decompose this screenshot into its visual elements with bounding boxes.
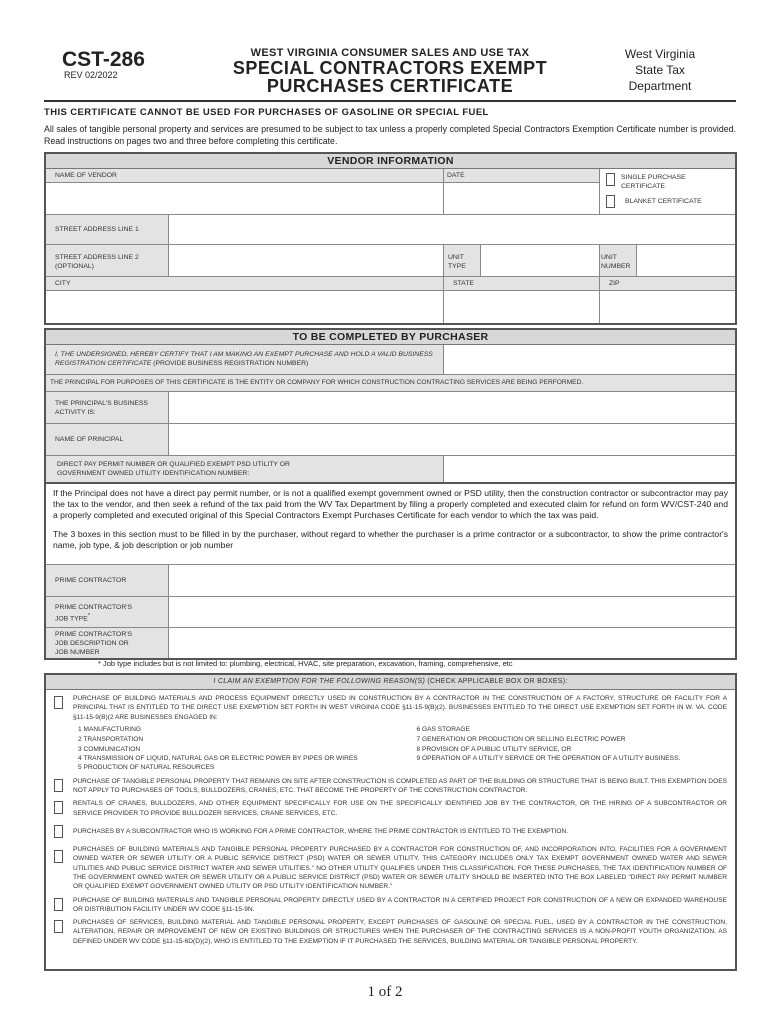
job-desc-input[interactable]: [169, 628, 735, 658]
certify-label: [46, 345, 444, 374]
unit-type-label: UNIT TYPE: [444, 245, 481, 276]
header-divider: [44, 100, 736, 102]
prime-contractor-label: PRIME CONTRACTOR: [46, 565, 169, 596]
exemption-text-5: PURCHASES OF BUILDING MATERIALS AND TANGIBLE PERSONAL PROPERTY PURCHASED BY A CONTRACTOR FOR CONSTRUCTION OF, AND INCORPORATION INTO, FACILITIES FOR A GOVERNMENT OWNED WATER OR SEWER UTILITY OR A PUBLIC SERVICE DISTRICT (PSD) WATER OR SEWER UTILITY. THIS CATEGORY INCLUDES ONLY TAX EXEMPT GOVERNMENT OWNED WATER AND SEWER UTILITIES AND PUBLIC SERVICE DISTRICT WATER AND SEWER UTILITIES." NO OTHER UTILITY QUALIFIES UNDER THIS CLASSIFICATION. FOR THESE PURCHASES, THE TAX IDENTIFICATION NUMBER OF THE GOVERNMENT OWNED WATER OR SEWER UTILITY OR A PUBLIC SERVICE DISTRICT (PSD) WATER OR SEWER UTILITY SHOULD BE INSERTED INTO THE BOX LABELED "DIRECT PAY PERMIT NUMBER OR QUALIFIED EXEMPT GOVERNMENT OWNED UTILITY OR PSD UTILITY IDENTIFICATION NUMBER.": [73, 846, 727, 891]
business-item: 1 MANUFACTURING: [78, 725, 142, 733]
activity-label: THE PRINCIPAL'S BUSINESS ACTIVITY IS:: [46, 392, 169, 423]
exemption-text-1: PURCHASE OF BUILDING MATERIALS AND PROCESS EQUIPMENT DIRECTLY USED IN CONSTRUCTION BY A CONTRACTOR IN THE CONSTRUCTION OF A FACTORY, STRUCTURE OR FACILITY FOR A PRINCIPAL THAT IS ENTITLED TO THE DIRECT USE EXEMPTION SET FORTH IN WEST VIRGINIA CODE §11-15-9(B)(2). BUSINESSES ENTITLED TO THE DIRECT USE EXEMPTION SET FORTH IN W. VA. CODE §11-15-9(B)(2 ARE BUSINESSES ENGAGED IN:: [73, 695, 727, 721]
exemption-item: [46, 820, 735, 843]
revision: REV 02/2022: [64, 70, 118, 80]
blanket-label: BLANKET CERTIFICATE: [625, 198, 702, 205]
direct-pay-label: DIRECT PAY PERMIT NUMBER OR QUALIFIED EXEMPT PSD UTILITY OR GOVERNMENT OWNED UTILITY IDENTIFICATION NUMBER:: [46, 456, 444, 482]
certify-italic: I, THE UNDERSIGNED, HEREBY CERTIFY THAT I AM MAKING AN EXEMPT PURCHASE AND HOLD A VALID BUSINESS REGISTRATION CERTIFICATE: [55, 351, 433, 367]
vendor-section: [44, 152, 737, 325]
state-input[interactable]: [444, 291, 600, 323]
principal-note: THE PRINCIPAL FOR PURPOSES OF THIS CERTIFICATE IS THE ENTITY OR COMPANY FOR WHICH CONSTRUCTION CONTRACTING SERVICES ARE BEING PERFORMED.: [46, 375, 735, 391]
exemption-text-7: PURCHASES OF SERVICES, BUILDING MATERIAL AND TANGIBLE PERSONAL PROPERTY, EXCEPT PURCHASES OF GASOLINE OR SPECIAL FUEL, USED BY A CONTRACTOR IN THE CONSTRUCTION, ALTERATION, REPAIR OR IMPROVEMENT OF NEW OR EXISTING BUILDINGS OR STRUCTURES WHEN THE PURCHASER OF THE CONTRACTING SERVICES IS A NON-PROFIT YOUTH ORGANIZATION, AS DEFINED UNDER WV CODE §11-15-6D(D)(2), WHO IS ENTITLED TO THE EXEMPTION IF IT PURCHASED THE SERVICES, BUILDING MATERIAL OR TANGIBLE PERSONAL PROPERTY.: [73, 919, 727, 945]
city-label: CITY: [46, 277, 444, 290]
job-type-input[interactable]: [169, 597, 735, 627]
dept-line2: State Tax: [635, 63, 685, 77]
page-number: 1 of 2: [367, 984, 403, 1000]
prime-contractor-input[interactable]: [169, 565, 735, 596]
exemptions-section: [44, 673, 737, 971]
business-item: 9 OPERATION OF A UTILITY SERVICE OR THE OPERATION OF A UTILITY BUSINESS.: [416, 754, 681, 762]
intro-text: All sales of tangible personal property and services are presumed to be subject to tax unless a properly completed Special Contractors Exemption Certificate number is provided. Read instructions on pages two and three before completing this certificate.: [44, 124, 736, 146]
job-desc-label: PRIME CONTRACTOR'S JOB DESCRIPTION OR JOB NUMBER: [46, 628, 169, 658]
business-registration-input[interactable]: [444, 345, 735, 374]
unit-number-input[interactable]: [637, 245, 735, 276]
form-title: [200, 48, 580, 95]
business-item: 6 GAS STORAGE: [416, 725, 470, 733]
activity-input[interactable]: [169, 392, 735, 423]
dept-line1: West Virginia: [624, 47, 696, 61]
vendor-name-label: NAME OF VENDOR: [46, 169, 443, 183]
title-line2: SPECIAL CONTRACTORS EXEMPT: [232, 58, 548, 78]
exemptions-heading-italic: I CLAIM AN EXEMPTION FOR THE FOLLOWING REASON(S): [213, 678, 426, 685]
exemption-checkbox-3[interactable]: [54, 801, 63, 814]
warning: THIS CERTIFICATE CANNOT BE USED FOR PURCHASES OF GASOLINE OR SPECIAL FUEL: [44, 107, 489, 118]
three-boxes-note: The 3 boxes in this section must to be filled in by the purchaser, without regard to whether the purchaser is a prime contractor or a subcontractor, to show the prime contractor's name, job type, & job description or job number: [53, 529, 728, 550]
single-purchase-label: SINGLE PURCHASE CERTIFICATE: [621, 174, 686, 190]
exemption-checkbox-2[interactable]: [54, 779, 63, 792]
exemption-item: [46, 797, 735, 820]
refund-note: If the Principal does not have a direct pay permit number, or is not a qualified exempt government owned or PSD utility, then the construction contractor or subcontractor may pay the tax to the vendor, and then seek a refund of the tax paid from the WV Tax Department by filing a properly completed and executed claim for refund on form WV/CST-240 and a properly completed and executed original of this Special Contractors Exempt Purchases Certificate for each vendor to which the tax was paid.: [53, 488, 728, 520]
vendor-name-input[interactable]: [46, 183, 443, 214]
street2-label: STREET ADDRESS LINE 2 (OPTIONAL): [46, 245, 169, 276]
business-item: 3 COMMUNICATION: [78, 745, 141, 753]
principal-name-input[interactable]: [169, 424, 735, 455]
vendor-heading: VENDOR INFORMATION: [46, 154, 735, 169]
exemption-text-2: PURCHASE OF TANGIBLE PERSONAL PROPERTY THAT REMAINS ON SITE AFTER CONSTRUCTION IS COMPLETED AS PART OF THE BUILDING OR STRUCTURE THAT IS BEING BUILT. THIS EXEMPTION DOES NOT APPLY TO PURCHASES OF TOOLS, BULLDOZERS, CRANES, ETC. THAT BECOME THE PROPERTY OF THE CONSTRUCTION CONTRACTOR.: [73, 777, 727, 795]
dept-line3: Department: [628, 79, 692, 93]
exemption-item: [46, 916, 735, 948]
exemption-checkbox-7[interactable]: [54, 920, 63, 933]
exemption-text-6: PURCHASE OF BUILDING MATERIALS AND TANGIBLE PERSONAL PROPERTY DIRECTLY USED BY A CONTRACTOR IN A CERTIFIED PROJECT FOR CONSTRUCTION OF A NEW OR EXPANDED WAREHOUSE OR DISTRIBUTION FACILITY UNDER WV CODE §11-15-9N.: [73, 896, 727, 913]
exemption-item: [46, 843, 735, 893]
zip-input[interactable]: [600, 291, 735, 323]
exemption-text-4: PURCHASES BY A SUBCONTRACTOR WHO IS WORKING FOR A PRIME CONTRACTOR, WHERE THE PRIME CONTRACTOR IS ENTITLED TO THE EXEMPTION.: [73, 827, 569, 835]
unit-type-input[interactable]: [481, 245, 600, 276]
title-line3: PURCHASES CERTIFICATE: [266, 76, 514, 96]
exemption-item: [46, 894, 735, 917]
street1-label: STREET ADDRESS LINE 1: [46, 215, 169, 244]
business-item: 8 PROVISION OF A PUBLIC UTILITY SERVICE, OR: [416, 745, 572, 753]
single-purchase-checkbox[interactable]: [606, 173, 615, 186]
blanket-checkbox[interactable]: [606, 195, 615, 208]
city-input[interactable]: [46, 291, 444, 323]
business-item: 2 TRANSPORTATION: [78, 735, 144, 743]
date-label: DATE: [444, 169, 599, 183]
exemption-checkbox-6[interactable]: [54, 898, 63, 911]
job-type-asterisk: *: [87, 613, 90, 619]
department: [600, 46, 720, 94]
prime-section: [44, 482, 737, 660]
exemption-text-3: RENTALS OF CRANES, BULLDOZERS, AND OTHER EQUIPMENT SPECIFICALLY FOR USE ON THE SPECIFICALLY IDENTIFIED JOB BY THE CONTRACTOR, OR THE HIRING OF A SUBCONTRACTOR OR SERVICE PROVIDER TO PROVIDE BULLDOZER SERVICES, CRANE SERVICES, ETC.: [73, 800, 727, 817]
direct-pay-input[interactable]: [444, 456, 735, 482]
business-item: 7 GENERATION OR PRODUCTION OR SELLING ELECTRIC POWER: [416, 735, 626, 743]
exemptions-heading: [46, 675, 735, 690]
title-line1: WEST VIRGINIA CONSUMER SALES AND USE TAX: [250, 47, 530, 59]
street1-input[interactable]: [169, 215, 735, 244]
purchaser-section: [44, 328, 737, 483]
certify-rest: (PROVIDE BUSINESS REGISTRATION NUMBER): [151, 360, 309, 367]
unit-number-label: UNIT NUMBER: [600, 245, 637, 276]
business-item: 4 TRANSMISSION OF LIQUID, NATURAL GAS OR ELECTRIC POWER BY PIPES OR WIRES: [78, 754, 358, 762]
job-type-label: [46, 597, 169, 627]
exemption-checkbox-5[interactable]: [54, 850, 63, 863]
zip-label: ZIP: [600, 277, 735, 290]
purchaser-heading: TO BE COMPLETED BY PURCHASER: [46, 330, 735, 345]
exemption-checkbox-1[interactable]: [54, 696, 63, 709]
job-type-footnote: * Job type includes but is not limited to: plumbing, electrical, HVAC, site preparation, excavation, framing, comprehensive, etc: [98, 659, 513, 668]
notes: [46, 484, 735, 565]
job-type-text: PRIME CONTRACTOR'S JOB TYPE: [55, 604, 133, 623]
date-input[interactable]: [444, 183, 599, 214]
business-item: 5 PRODUCTION OF NATURAL RESOURCES: [78, 763, 215, 771]
exemption-item: [46, 690, 735, 724]
exemptions-heading-rest: (CHECK APPLICABLE BOX OR BOXES):: [425, 678, 568, 685]
street2-input[interactable]: [169, 245, 444, 276]
principal-name-label: NAME OF PRINCIPAL: [46, 424, 169, 455]
state-label: STATE: [444, 277, 600, 290]
business-list: [46, 724, 735, 775]
form-id: CST-286: [62, 48, 145, 71]
exemption-checkbox-4[interactable]: [54, 825, 63, 838]
exemption-item: [46, 775, 735, 798]
